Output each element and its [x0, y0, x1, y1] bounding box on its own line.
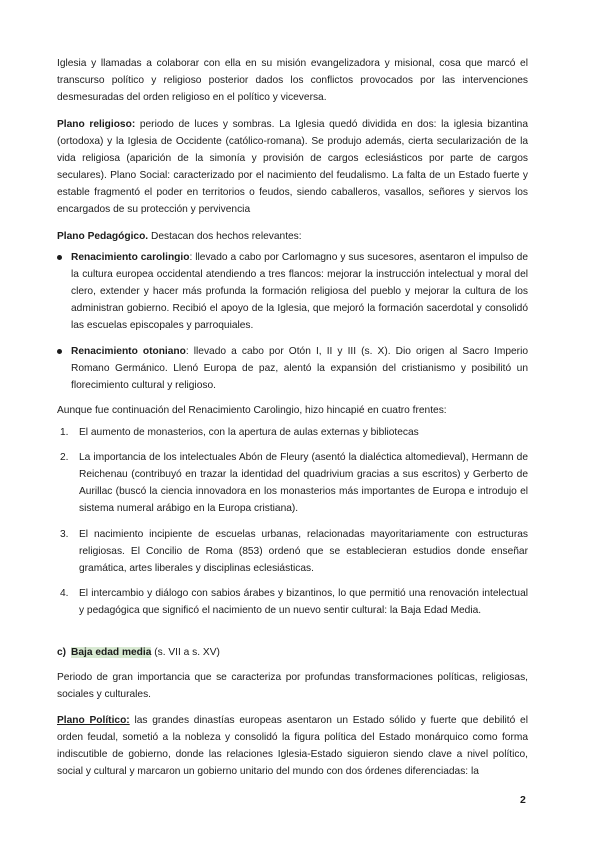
list-item — [57, 585, 528, 619]
list-number: 4. — [60, 588, 69, 599]
plano-pedagogico-text: Destacan dos hechos relevantes: — [148, 231, 302, 242]
page-number: 2 — [520, 794, 526, 806]
plano-politico-label: Plano Político: — [57, 715, 130, 726]
list-text: La importancia de los intelectuales Abón de Fleury (asentó la dialéctica altomedieval), Hermann de Reichenau (contribuyó en trazar la identidad del quadrivium gracias a sus escritos) y Gerberto de Aurillac (buscó la ciencia innovadora en los monasterios más importantes de Europa e introdujo el sistema numeral arábigo en la Europa cristiana). — [79, 452, 528, 515]
section-letter: c) — [57, 647, 67, 658]
plano-pedagogico-label: Plano Pedagógico. — [57, 231, 149, 242]
list-item — [57, 343, 528, 394]
bullet-dot-icon — [57, 255, 62, 260]
bullet-label: Renacimiento otoniano — [71, 346, 186, 357]
list-number: 1. — [60, 427, 69, 438]
section-title: Baja edad media — [71, 647, 152, 658]
paragraph-plano-politico — [57, 712, 528, 780]
list-text: El aumento de monasterios, con la apertura de aulas externas y bibliotecas — [79, 427, 419, 438]
paragraph-cuatro-frentes: Aunque fue continuación del Renacimiento Carolingio, hizo hincapié en cuatro frentes: — [57, 405, 447, 416]
list-number: 2. — [60, 452, 69, 463]
plano-religioso-text: periodo de luces y sombras. La Iglesia quedó dividida en dos: la iglesia bizantina (ortodoxa) y la Iglesia de Occidente (católico-romana). Se produjo además, cierta secularización de la vida religiosa (aparición de la simonía y provisión de cargos eclesiásticos por parte de cargos seculares). Plano Social: caracterizado por el nacimiento del feudalismo. La falta de un Estado fuerte y estable fragmentó el poder en territorios o feudos, siendo caballeros, vasallos, señores y siervos los encargados de su protección y pervivencia — [57, 119, 528, 216]
paragraph-plano-religioso — [57, 116, 528, 219]
list-item — [57, 249, 528, 334]
list-item — [57, 526, 528, 577]
plano-politico-text: las grandes dinastías europeas asentaron un Estado sólido y fuerte que debilitó el orden feudal, sometió a la nobleza y consolidó la figura política del Estado monárquico como forma indiscutible de gobierno, donde las relaciones Iglesia-Estado siguieron siendo clave a nivel político, social y cultural y marcaron un gobierno unitario del mundo con dos órdenes diferenciadas: la — [57, 715, 528, 778]
bullet-label: Renacimiento carolingio — [71, 252, 190, 263]
bullet-text: : llevado a cabo por Otón I, II y III (s. X). Dio origen al Sacro Imperio Romano Germánico. Llenó Europa de paz, alentó la expansión del cristianismo y posibilitó un florecimiento cultural y religioso. — [71, 346, 528, 392]
paragraph-plano-pedagogico — [57, 228, 528, 245]
paragraph-iglesia: Iglesia y llamadas a colaborar con ella en su misión evangelizadora y misional, cosa que marcó el transcurso político y religioso posterior dados los conflictos provocados por las intervenciones desmesuradas del orden religioso en el político y viceversa. — [57, 58, 528, 104]
bullet-dot-icon — [57, 349, 62, 354]
plano-religioso-label: Plano religioso: — [57, 119, 136, 130]
list-text: El intercambio y diálogo con sabios árabes y bizantinos, lo que permitió una renovación intelectual y pedagógica que significó el nacimiento de un nuevo sentir cultural: la Baja Edad Media. — [79, 588, 528, 617]
list-number: 3. — [60, 529, 69, 540]
list-item — [57, 424, 528, 441]
paragraph-periodo: Periodo de gran importancia que se caracteriza por profundas transformaciones políticas, religiosas, sociales y culturales. — [57, 672, 528, 701]
section-range: (s. VII a s. XV) — [151, 647, 220, 658]
section-heading-baja-edad-media — [57, 644, 528, 661]
bullet-text: : llevado a cabo por Carlomagno y sus sucesores, asentaron el impulso de la cultura europea occidental atendiendo a tres flancos: mejorar la instrucción intelectual y moral del clero, extender y hacer más profunda la formación religiosa del pueblo y mejorar la cultura de los administran gobierno. Recibió el apoyo de la Iglesia, que mejoró la formación sacerdotal y consolidó las escuelas episcopales y parroquiales. — [71, 252, 528, 332]
list-item — [57, 449, 528, 517]
list-text: El nacimiento incipiente de escuelas urbanas, relacionadas mayoritariamente con estructuras religiosas. El Concilio de Roma (853) ordenó que se establecieran estudios donde enseñar gramática, artes liberales y disciplinas eclesiásticas. — [79, 529, 528, 575]
